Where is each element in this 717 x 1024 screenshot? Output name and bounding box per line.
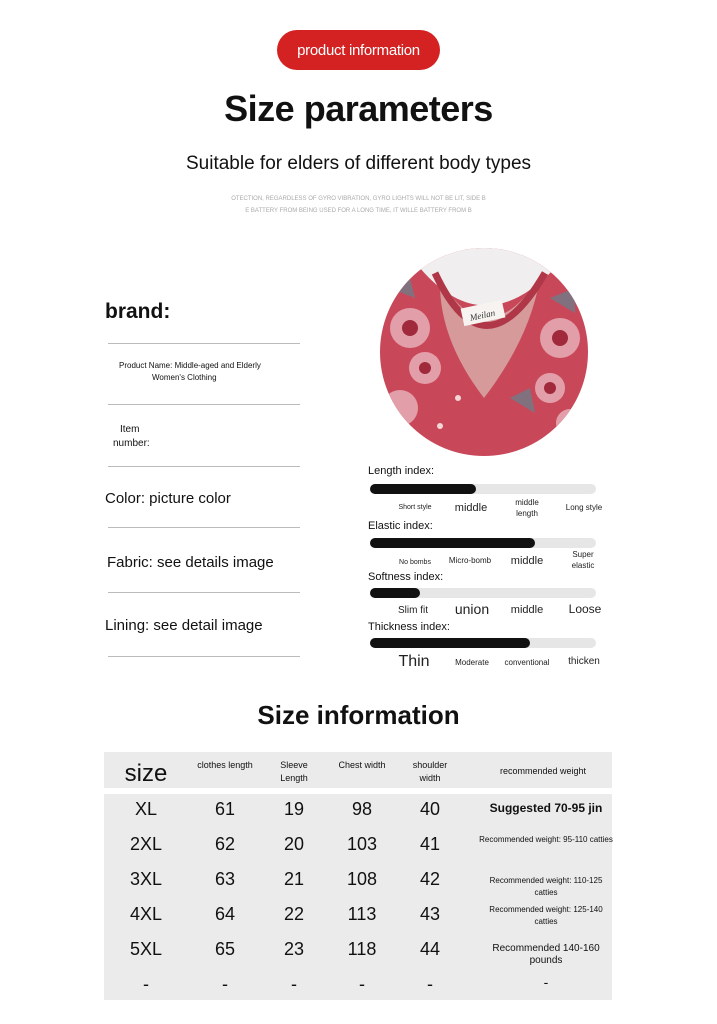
brand-label: brand: [105, 300, 171, 323]
header-sleeve-length: Sleeve Length [280, 760, 308, 783]
garment-tag-text: Meilan [468, 307, 496, 323]
product-photo [380, 248, 588, 456]
thickness-index-fill [370, 638, 530, 648]
table-cell-sleeve: 20 [283, 834, 305, 854]
softness-option: Slim fit [398, 605, 428, 616]
table-cell-chest: 113 [347, 904, 377, 924]
divider [108, 466, 300, 467]
divider [108, 592, 300, 593]
product-name-line2: Women's Clothing [152, 373, 217, 382]
table-cell-sleeve: 23 [283, 939, 305, 959]
elastic-option: middle [510, 555, 544, 567]
elastic-option: Super elastic [571, 550, 595, 570]
fine-print-line-2: E BATTERY FROM BEING USED FOR A LONG TIME, IT WILLE BATTERY FROM B [245, 208, 472, 214]
thickness-option: Moderate [455, 658, 489, 667]
thickness-index-label: Thickness index: [368, 621, 450, 633]
table-cell-size: 4XL [129, 904, 163, 924]
thickness-option: thicken [568, 656, 600, 667]
header-size: size [124, 760, 168, 787]
table-cell-weight: Recommended weight: 110-125 catties [489, 876, 603, 897]
table-cell-length: 63 [214, 869, 236, 889]
length-option: Short style [398, 504, 432, 511]
table-cell-size: 3XL [129, 869, 163, 889]
thickness-option: conventional [504, 658, 550, 667]
softness-index-label: Softness index: [368, 571, 444, 583]
softness-index-track [370, 588, 596, 598]
table-cell-chest: - [359, 974, 365, 994]
table-cell-sleeve: 21 [283, 869, 305, 889]
table-cell-length: 61 [214, 799, 236, 819]
table-cell-chest: 103 [346, 834, 378, 854]
divider [108, 527, 300, 528]
table-cell-length: - [222, 974, 228, 994]
table-cell-shoulder: 42 [419, 869, 441, 889]
fine-print-line-1: OTECTION, REGARDLESS OF GYRO VIBRATION, GYRO LIGHTS WILL NOT BE LIT, SIDE B [231, 196, 486, 202]
table-cell-length: 62 [214, 834, 236, 854]
table-cell-weight: Recommended 140-160 pounds [492, 943, 600, 966]
lining-spec: Lining: see detail image [105, 617, 263, 634]
elastic-option: No bombs [399, 559, 431, 566]
table-cell-weight: - [543, 974, 549, 990]
thickness-option: Thin [398, 653, 430, 670]
table-cell-size: XL [134, 799, 158, 819]
table-cell-length: 64 [214, 904, 236, 924]
table-cell-shoulder: 40 [419, 799, 441, 819]
size-information-title: Size information [257, 700, 460, 730]
fabric-spec: Fabric: see details image [107, 554, 274, 571]
table-cell-length: 65 [214, 939, 236, 959]
table-cell-weight: Suggested 70-95 jin [489, 801, 603, 815]
table-cell-shoulder: 44 [419, 939, 441, 959]
length-index-fill [370, 484, 476, 494]
product-information-badge: product information [277, 30, 440, 70]
table-cell-size: - [143, 974, 149, 994]
header-shoulder-width: shoulder width [412, 760, 448, 783]
table-cell-chest: 118 [347, 939, 377, 959]
table-cell-chest: 108 [346, 869, 378, 889]
table-cell-shoulder: 41 [419, 834, 441, 854]
table-cell-sleeve: 19 [283, 799, 305, 819]
divider [108, 404, 300, 405]
table-cell-sleeve: 22 [283, 904, 305, 924]
softness-index-fill [370, 588, 420, 598]
softness-option: middle [510, 604, 544, 616]
elastic-option: Micro-bomb [448, 556, 492, 565]
softness-option: Loose [568, 602, 602, 616]
header-clothes-length: clothes length [197, 760, 253, 770]
table-cell-weight: Recommended weight: 95-110 catties [479, 835, 613, 844]
header-recommended-weight: recommended weight [499, 766, 587, 776]
table-cell-shoulder: - [427, 974, 433, 994]
length-option: middle [454, 502, 488, 514]
divider [108, 343, 300, 344]
table-cell-chest: 98 [351, 799, 373, 819]
item-number-line2: number: [113, 438, 150, 449]
elastic-index-track [370, 538, 596, 548]
table-cell-shoulder: 43 [419, 904, 441, 924]
page-title: Size parameters [224, 88, 493, 129]
softness-option: union [454, 601, 490, 617]
length-option: middle length [515, 498, 539, 518]
item-number-line1: Item [120, 424, 140, 435]
table-cell-sleeve: - [291, 974, 297, 994]
table-cell-size: 5XL [129, 939, 163, 959]
length-index-label: Length index: [368, 465, 435, 477]
length-option: Long style [565, 503, 603, 512]
divider [108, 656, 300, 657]
header-chest-width: Chest width [338, 760, 386, 770]
elastic-index-fill [370, 538, 535, 548]
color-spec: Color: picture color [105, 490, 231, 507]
table-cell-weight: Recommended weight: 125-140 catties [489, 905, 603, 926]
elastic-index-label: Elastic index: [368, 520, 433, 532]
page-subtitle: Suitable for elders of different body types [185, 153, 532, 174]
product-name-line1: Product Name: Middle-aged and Elderly [119, 361, 261, 370]
length-index-track [370, 484, 596, 494]
thickness-index-track [370, 638, 596, 648]
table-cell-size: 2XL [129, 834, 163, 854]
